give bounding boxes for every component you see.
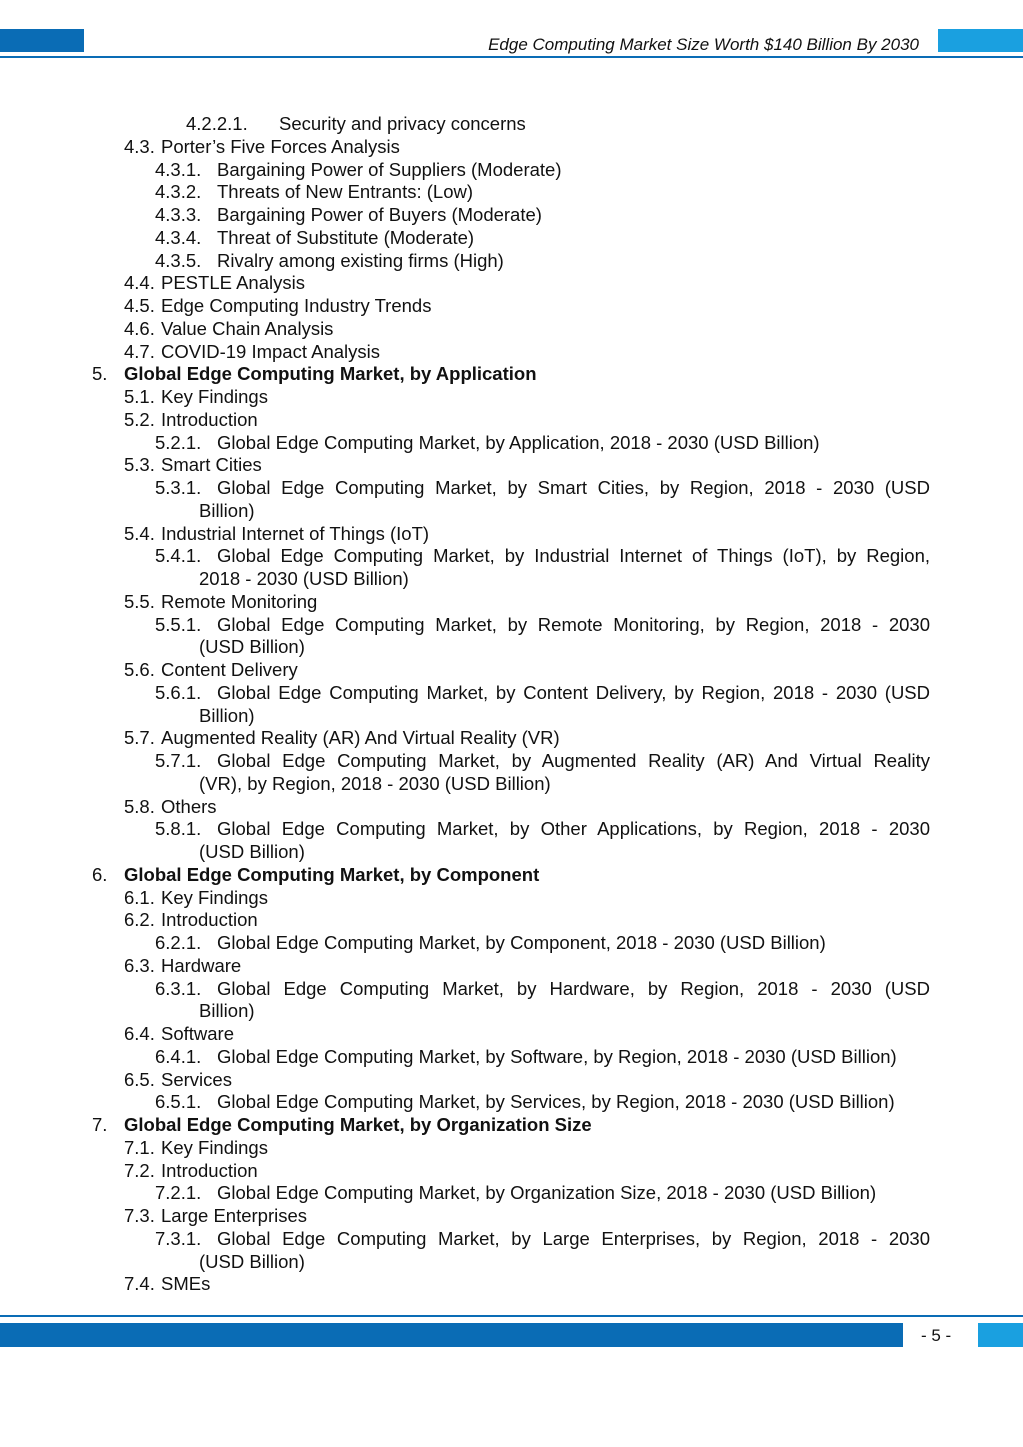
toc-entry [0,181,1023,204]
toc-entry [0,432,1023,455]
header-rule [0,56,1023,58]
toc-entry-title: Global Edge Computing Market, by Organization Size, 2018 - 2030 (USD Billion) [217,1182,877,1204]
toc-entry [0,318,1023,341]
toc-entry-continuation [0,568,1023,591]
toc-entry-title: Global Edge Computing Market, by Augmented Reality (AR) And Virtual Reality [217,750,930,771]
toc-entry [0,136,1023,159]
toc-entry-number: 5.5. [124,590,155,612]
toc-entry-continuation [0,841,1023,864]
toc-entry-number: 6.5.1. [155,1091,202,1113]
toc-entry-continuation [0,636,1023,659]
toc-entry-number: 5.1. [124,386,155,407]
toc-entry-number: 5.6. [124,659,155,680]
toc-entry-title: Global Edge Computing Market, by Application, 2018 - 2030 (USD Billion) [217,431,820,453]
toc-entry [0,295,1023,318]
toc-entry-title-cont: (USD Billion) [199,1250,305,1272]
footer-rule [0,1315,1023,1317]
toc-entry-title: PESTLE Analysis [161,272,305,294]
toc-entry-title: Global Edge Computing Market, by Component, 2018 - 2030 (USD Billion) [217,932,826,953]
toc-entry-title: Porter’s Five Forces Analysis [161,135,400,157]
toc-entry [0,591,1023,614]
toc-entry-title: Introduction [161,408,258,430]
toc-entry [0,204,1023,227]
toc-entry-title-cont: (USD Billion) [199,841,305,862]
toc-chapter [0,1114,1023,1137]
toc-entry [0,727,1023,750]
toc-chapter-title: Global Edge Computing Market, by Component [124,863,540,885]
toc-entry-number: 5.5.1. [155,613,202,635]
toc-entry-number: 7.3. [124,1205,155,1226]
toc-entry-title: Edge Computing Industry Trends [161,295,432,316]
toc-entry [0,227,1023,250]
toc-entry [0,454,1023,477]
toc-entry-title-cont: Billion) [199,499,255,521]
toc-entry [0,250,1023,273]
toc-entry-number: 5.2. [124,408,155,430]
toc-entry [0,477,1023,500]
toc-entry-number: 4.3.3. [155,204,202,225]
toc-entry [0,887,1023,910]
toc-entry [0,955,1023,978]
toc-entry-number: 4.4. [124,272,155,294]
toc-entry [0,978,1023,1001]
toc-entry-title: Large Enterprises [161,1205,308,1226]
toc-entry-title: Global Edge Computing Market, by Content Delivery, by Region, 2018 - 2030 (USD [217,681,930,703]
toc-entry-title: SMEs [161,1273,211,1295]
footer-bar [0,1323,903,1347]
toc-entry-title: Augmented Reality (AR) And Virtual Reality (VR) [161,727,560,749]
toc-chapter-number: 6. [92,863,108,885]
toc-entry-title: COVID-19 Impact Analysis [161,340,380,362]
toc-entry [0,1069,1023,1092]
toc-entry-number: 6.5. [124,1068,155,1090]
toc-entry-title: Industrial Internet of Things (IoT) [161,522,430,544]
toc-entry-number: 5.2.1. [155,431,202,453]
toc-entry-title-cont: (VR), by Region, 2018 - 2030 (USD Billion) [199,772,551,794]
toc-entry-title: Bargaining Power of Suppliers (Moderate) [217,158,562,180]
toc-entry-title: Key Findings [161,386,268,407]
toc-entry-number: 5.4.1. [155,545,202,567]
toc-entry-title: Introduction [161,1159,258,1181]
toc-entry [0,341,1023,364]
toc-entry-number: 4.3.5. [155,249,202,271]
toc-entry-title-cont: Billion) [199,704,255,726]
toc-entry [0,272,1023,295]
footer-accent-right [978,1323,1023,1347]
toc-entry-title: Global Edge Computing Market, by Industrial Internet of Things (IoT), by Region, [217,545,930,567]
toc-entry [0,545,1023,568]
toc-entry-number: 6.2.1. [155,932,202,953]
toc-entry-number: 7.2.1. [155,1182,202,1204]
toc-chapter-number: 7. [92,1114,108,1135]
toc-entry-number: 7.3.1. [155,1227,202,1249]
toc-entry-number: 5.6.1. [155,681,202,703]
toc-entry-number: 5.3. [124,454,155,476]
page-number: - 5 - [921,1326,952,1345]
toc-entry-number: 7.4. [124,1273,155,1295]
toc-entry [0,159,1023,182]
toc-entry-continuation [0,705,1023,728]
toc-entry [0,932,1023,955]
toc-entry-title: Global Edge Computing Market, by Remote Monitoring, by Region, 2018 - 2030 [217,613,930,635]
toc-entry-title: Global Edge Computing Market, by Software, by Region, 2018 - 2030 (USD Billion) [217,1045,897,1067]
toc-entry-title: Global Edge Computing Market, by Other Applications, by Region, 2018 - 2030 [217,818,930,840]
toc-entry [0,1228,1023,1251]
toc-entry-title: Rivalry among existing firms (High) [217,249,504,271]
toc-entry-title: Key Findings [161,886,268,908]
toc-entry-number: 4.3.2. [155,181,202,203]
toc-entry-title: Bargaining Power of Buyers (Moderate) [217,204,542,225]
toc-entry-title: Others [161,795,217,817]
toc-entry-number: 4.5. [124,295,155,316]
toc-entry-number: 4.2.2.1. [186,113,248,134]
toc-entry-number: 6.4.1. [155,1045,202,1067]
toc-entry-continuation [0,500,1023,523]
toc-entry-number: 4.3. [124,135,155,157]
toc-entry-number: 6.2. [124,909,155,931]
toc-chapter [0,864,1023,887]
toc-entry-number: 6.3.1. [155,977,202,999]
toc-entry-number: 7.1. [124,1136,155,1158]
toc-entry [0,113,1023,136]
toc-entry-number: 6.4. [124,1023,155,1044]
toc-chapter-number: 5. [92,363,108,385]
toc-entry-title: Global Edge Computing Market, by Large Enterprises, by Region, 2018 - 2030 [217,1227,930,1249]
toc-entry-number: 4.6. [124,317,155,339]
toc-entry-number: 5.8. [124,795,155,817]
toc-entry [0,1137,1023,1160]
toc-entry-title-cont: 2018 - 2030 (USD Billion) [199,568,409,589]
toc-entry-title-cont: Billion) [199,1000,255,1022]
toc-entry-title: Remote Monitoring [161,590,318,612]
toc-entry-number: 4.3.4. [155,226,202,248]
toc-entry [0,1091,1023,1114]
toc-entry-continuation [0,1251,1023,1274]
toc-entry-title: Services [161,1068,232,1090]
table-of-contents [0,113,1023,1296]
toc-entry-continuation [0,773,1023,796]
toc-entry-title: Security and privacy concerns [279,113,526,134]
toc-entry-number: 4.3.1. [155,158,202,180]
toc-entry-title: Threat of Substitute (Moderate) [217,226,475,248]
toc-entry-title: Hardware [161,954,242,976]
toc-entry-title: Key Findings [161,1136,268,1158]
toc-entry [0,1273,1023,1296]
toc-entry-title: Global Edge Computing Market, by Smart Cities, by Region, 2018 - 2030 (USD [217,477,930,498]
toc-entry-number: 5.8.1. [155,818,202,840]
toc-entry-title: Value Chain Analysis [161,317,334,339]
toc-entry-continuation [0,1000,1023,1023]
toc-entry [0,750,1023,773]
toc-entry [0,909,1023,932]
toc-entry-title: Global Edge Computing Market, by Hardware, by Region, 2018 - 2030 (USD [217,977,930,999]
toc-entry [0,409,1023,432]
toc-entry [0,682,1023,705]
toc-entry [0,1046,1023,1069]
toc-entry-title: Software [161,1023,235,1044]
toc-entry-title: Introduction [161,909,258,931]
toc-entry-number: 6.3. [124,954,155,976]
toc-entry [0,1023,1023,1046]
toc-entry-number: 5.4. [124,522,155,544]
toc-entry [0,386,1023,409]
toc-entry-title: Global Edge Computing Market, by Services, by Region, 2018 - 2030 (USD Billion) [217,1091,895,1113]
toc-entry [0,1182,1023,1205]
running-header-title: Edge Computing Market Size Worth $140 Billion By 2030 [488,35,919,54]
toc-entry-number: 6.1. [124,886,155,908]
toc-entry-number: 5.7. [124,727,155,749]
toc-entry [0,1160,1023,1183]
toc-entry [0,818,1023,841]
toc-entry-number: 7.2. [124,1159,155,1181]
header-accent-right [938,29,1023,52]
toc-entry-title: Smart Cities [161,454,262,476]
toc-entry-title: Content Delivery [161,659,298,680]
toc-entry [0,614,1023,637]
header-accent-left [0,29,84,52]
toc-chapter [0,363,1023,386]
toc-entry [0,523,1023,546]
toc-entry [0,659,1023,682]
toc-chapter-title: Global Edge Computing Market, by Application [124,363,537,385]
toc-chapter-title: Global Edge Computing Market, by Organization Size [124,1114,592,1135]
toc-entry-number: 4.7. [124,340,155,362]
toc-entry [0,796,1023,819]
toc-entry-number: 5.3.1. [155,477,202,498]
toc-entry-title-cont: (USD Billion) [199,636,305,658]
toc-entry-title: Threats of New Entrants: (Low) [217,181,474,203]
toc-entry [0,1205,1023,1228]
toc-entry-number: 5.7.1. [155,750,202,771]
